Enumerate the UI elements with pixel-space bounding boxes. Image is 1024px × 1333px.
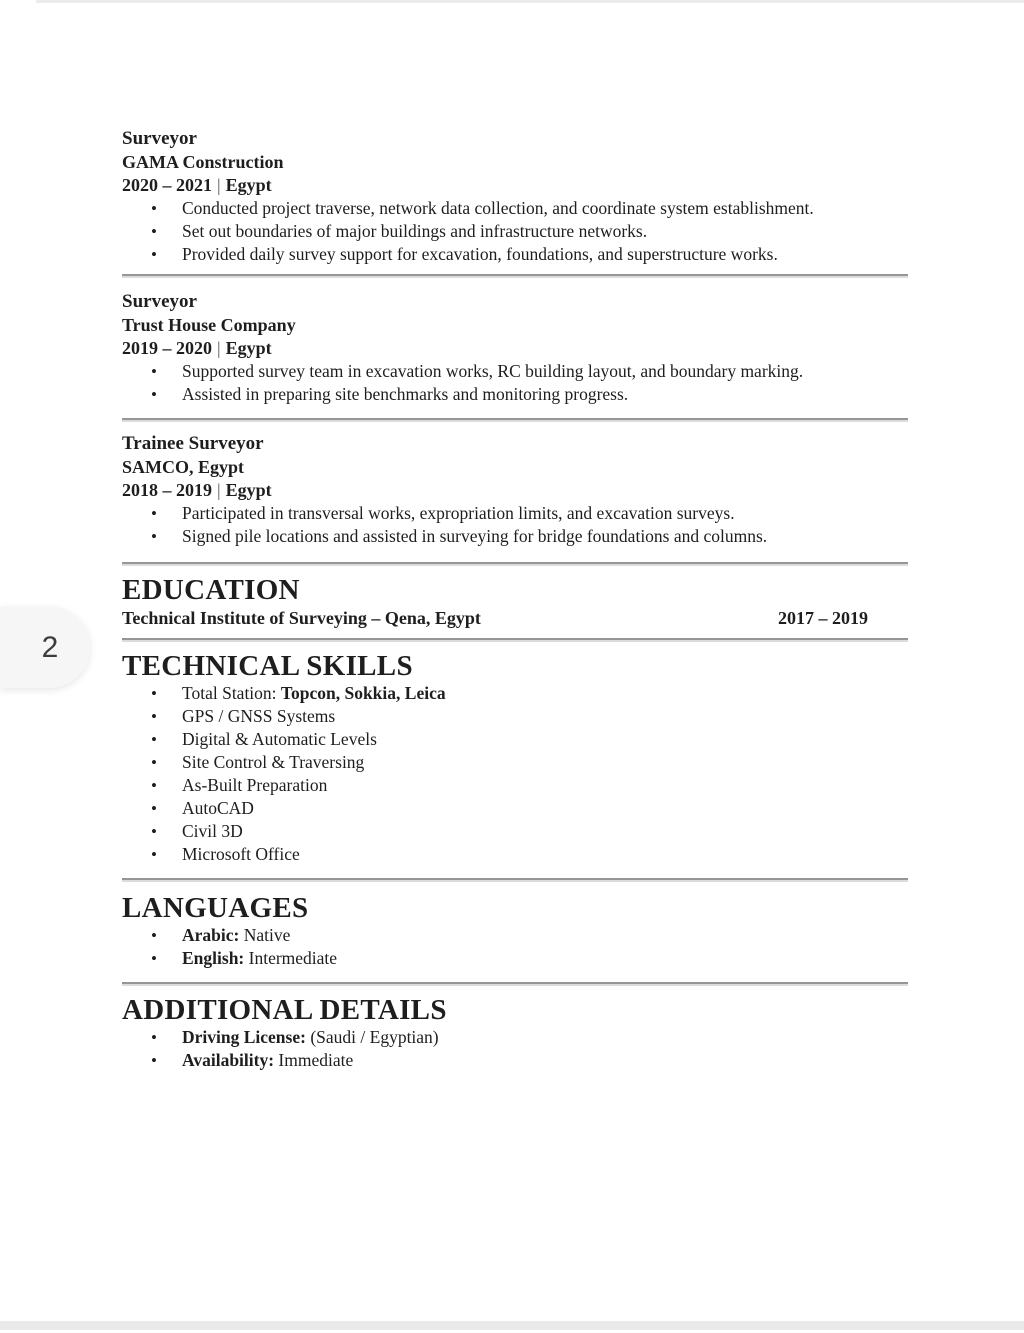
language-level: Intermediate — [248, 948, 338, 968]
bullet-item: • Assisted in preparing site benchmarks and monitoring progress. — [182, 383, 908, 406]
language-level: Native — [243, 925, 291, 945]
company-name: GAMA Construction — [122, 152, 284, 172]
education-institution: Technical Institute of Surveying – Qena, Egypt — [122, 608, 481, 628]
section-divider — [122, 562, 908, 566]
skill-text: AutoCAD — [182, 798, 254, 818]
section-divider — [122, 274, 908, 278]
skill-item — [182, 820, 908, 843]
skill-text: Total Station: — [182, 683, 281, 703]
pipe-separator: | — [217, 175, 221, 195]
technical-skills-heading: TECHNICAL SKILLS — [122, 650, 413, 682]
section-divider — [122, 878, 908, 882]
job-title: Surveyor — [122, 291, 197, 312]
pipe-separator: | — [217, 338, 221, 358]
languages-heading: LANGUAGES — [122, 892, 309, 924]
section-divider — [122, 982, 908, 986]
additional-details-section — [122, 994, 908, 1072]
section-divider — [122, 418, 908, 422]
experience-section-samco — [122, 432, 908, 548]
education-row — [122, 606, 908, 630]
education-period: 2017 – 2019 — [778, 608, 868, 628]
bullet-item: • Supported survey team in excavation works, RC building layout, and boundary marking. — [182, 360, 908, 383]
page-number-label: 2 — [41, 630, 59, 664]
skill-text: Site Control & Traversing — [182, 752, 365, 772]
detail-value: (Saudi / Egyptian) — [310, 1027, 439, 1047]
education-section — [122, 574, 908, 630]
location-text: Egypt — [225, 338, 272, 358]
skill-text: GPS / GNSS Systems — [182, 706, 336, 726]
language-item — [182, 924, 908, 947]
period-location-line — [122, 479, 908, 502]
detail-item — [182, 1026, 908, 1049]
detail-label: Availability: — [182, 1050, 275, 1070]
bullet-item: • Participated in transversal works, expropriation limits, and excavation surveys. — [182, 502, 908, 525]
bullet-item: • Set out boundaries of major buildings and infrastructure networks. — [182, 220, 908, 243]
pipe-separator: | — [217, 480, 221, 500]
location-text: Egypt — [225, 480, 272, 500]
viewer-bottom-edge — [0, 1321, 1024, 1330]
period-text: 2020 – 2021 — [122, 175, 212, 195]
language-item — [182, 947, 908, 970]
skill-item — [182, 682, 908, 705]
company-name: SAMCO, Egypt — [122, 457, 245, 477]
technical-skills-section — [122, 650, 908, 866]
section-divider — [122, 638, 908, 642]
period-text: 2018 – 2019 — [122, 480, 212, 500]
experience-section-trust-house — [122, 290, 908, 406]
period-location-line — [122, 337, 908, 360]
languages-section — [122, 892, 908, 970]
skills-list — [122, 682, 908, 866]
job-bullet-list — [122, 360, 908, 406]
additional-details-list — [122, 1026, 908, 1072]
period-text: 2019 – 2020 — [122, 338, 212, 358]
experience-section-gama — [122, 127, 908, 266]
skill-item — [182, 728, 908, 751]
skill-text: Civil 3D — [182, 821, 243, 841]
skill-text: Microsoft Office — [182, 844, 300, 864]
period-location-line — [122, 174, 908, 197]
additional-details-heading: ADDITIONAL DETAILS — [122, 994, 447, 1026]
resume-page — [122, 127, 908, 1072]
detail-value: Immediate — [278, 1050, 354, 1070]
bullet-item: • Signed pile locations and assisted in surveying for bridge foundations and columns. — [182, 525, 908, 548]
language-name: Arabic: — [182, 925, 240, 945]
job-bullet-list — [122, 502, 908, 548]
skill-text: Digital & Automatic Levels — [182, 729, 377, 749]
language-name: English: — [182, 948, 245, 968]
bullet-item: • Provided daily survey support for excavation, foundations, and superstructure works. — [182, 243, 908, 266]
languages-list — [122, 924, 908, 970]
job-title: Surveyor — [122, 128, 197, 149]
detail-label: Driving License: — [182, 1027, 306, 1047]
skill-item — [182, 774, 908, 797]
company-name: Trust House Company — [122, 315, 296, 335]
page-number-badge[interactable] — [0, 607, 90, 688]
education-heading: EDUCATION — [122, 574, 300, 606]
detail-item — [182, 1049, 908, 1072]
location-text: Egypt — [225, 175, 272, 195]
skill-bold-text: Topcon, Sokkia, Leica — [280, 683, 446, 703]
skill-item — [182, 751, 908, 774]
skill-item — [182, 705, 908, 728]
job-title: Trainee Surveyor — [122, 433, 264, 454]
skill-item — [182, 843, 908, 866]
bullet-item: • Conducted project traverse, network data collection, and coordinate system establishment. — [182, 197, 908, 220]
job-bullet-list — [122, 197, 908, 266]
skill-item — [182, 797, 908, 820]
viewer-top-edge — [36, 0, 1024, 3]
skill-text: As-Built Preparation — [182, 775, 328, 795]
